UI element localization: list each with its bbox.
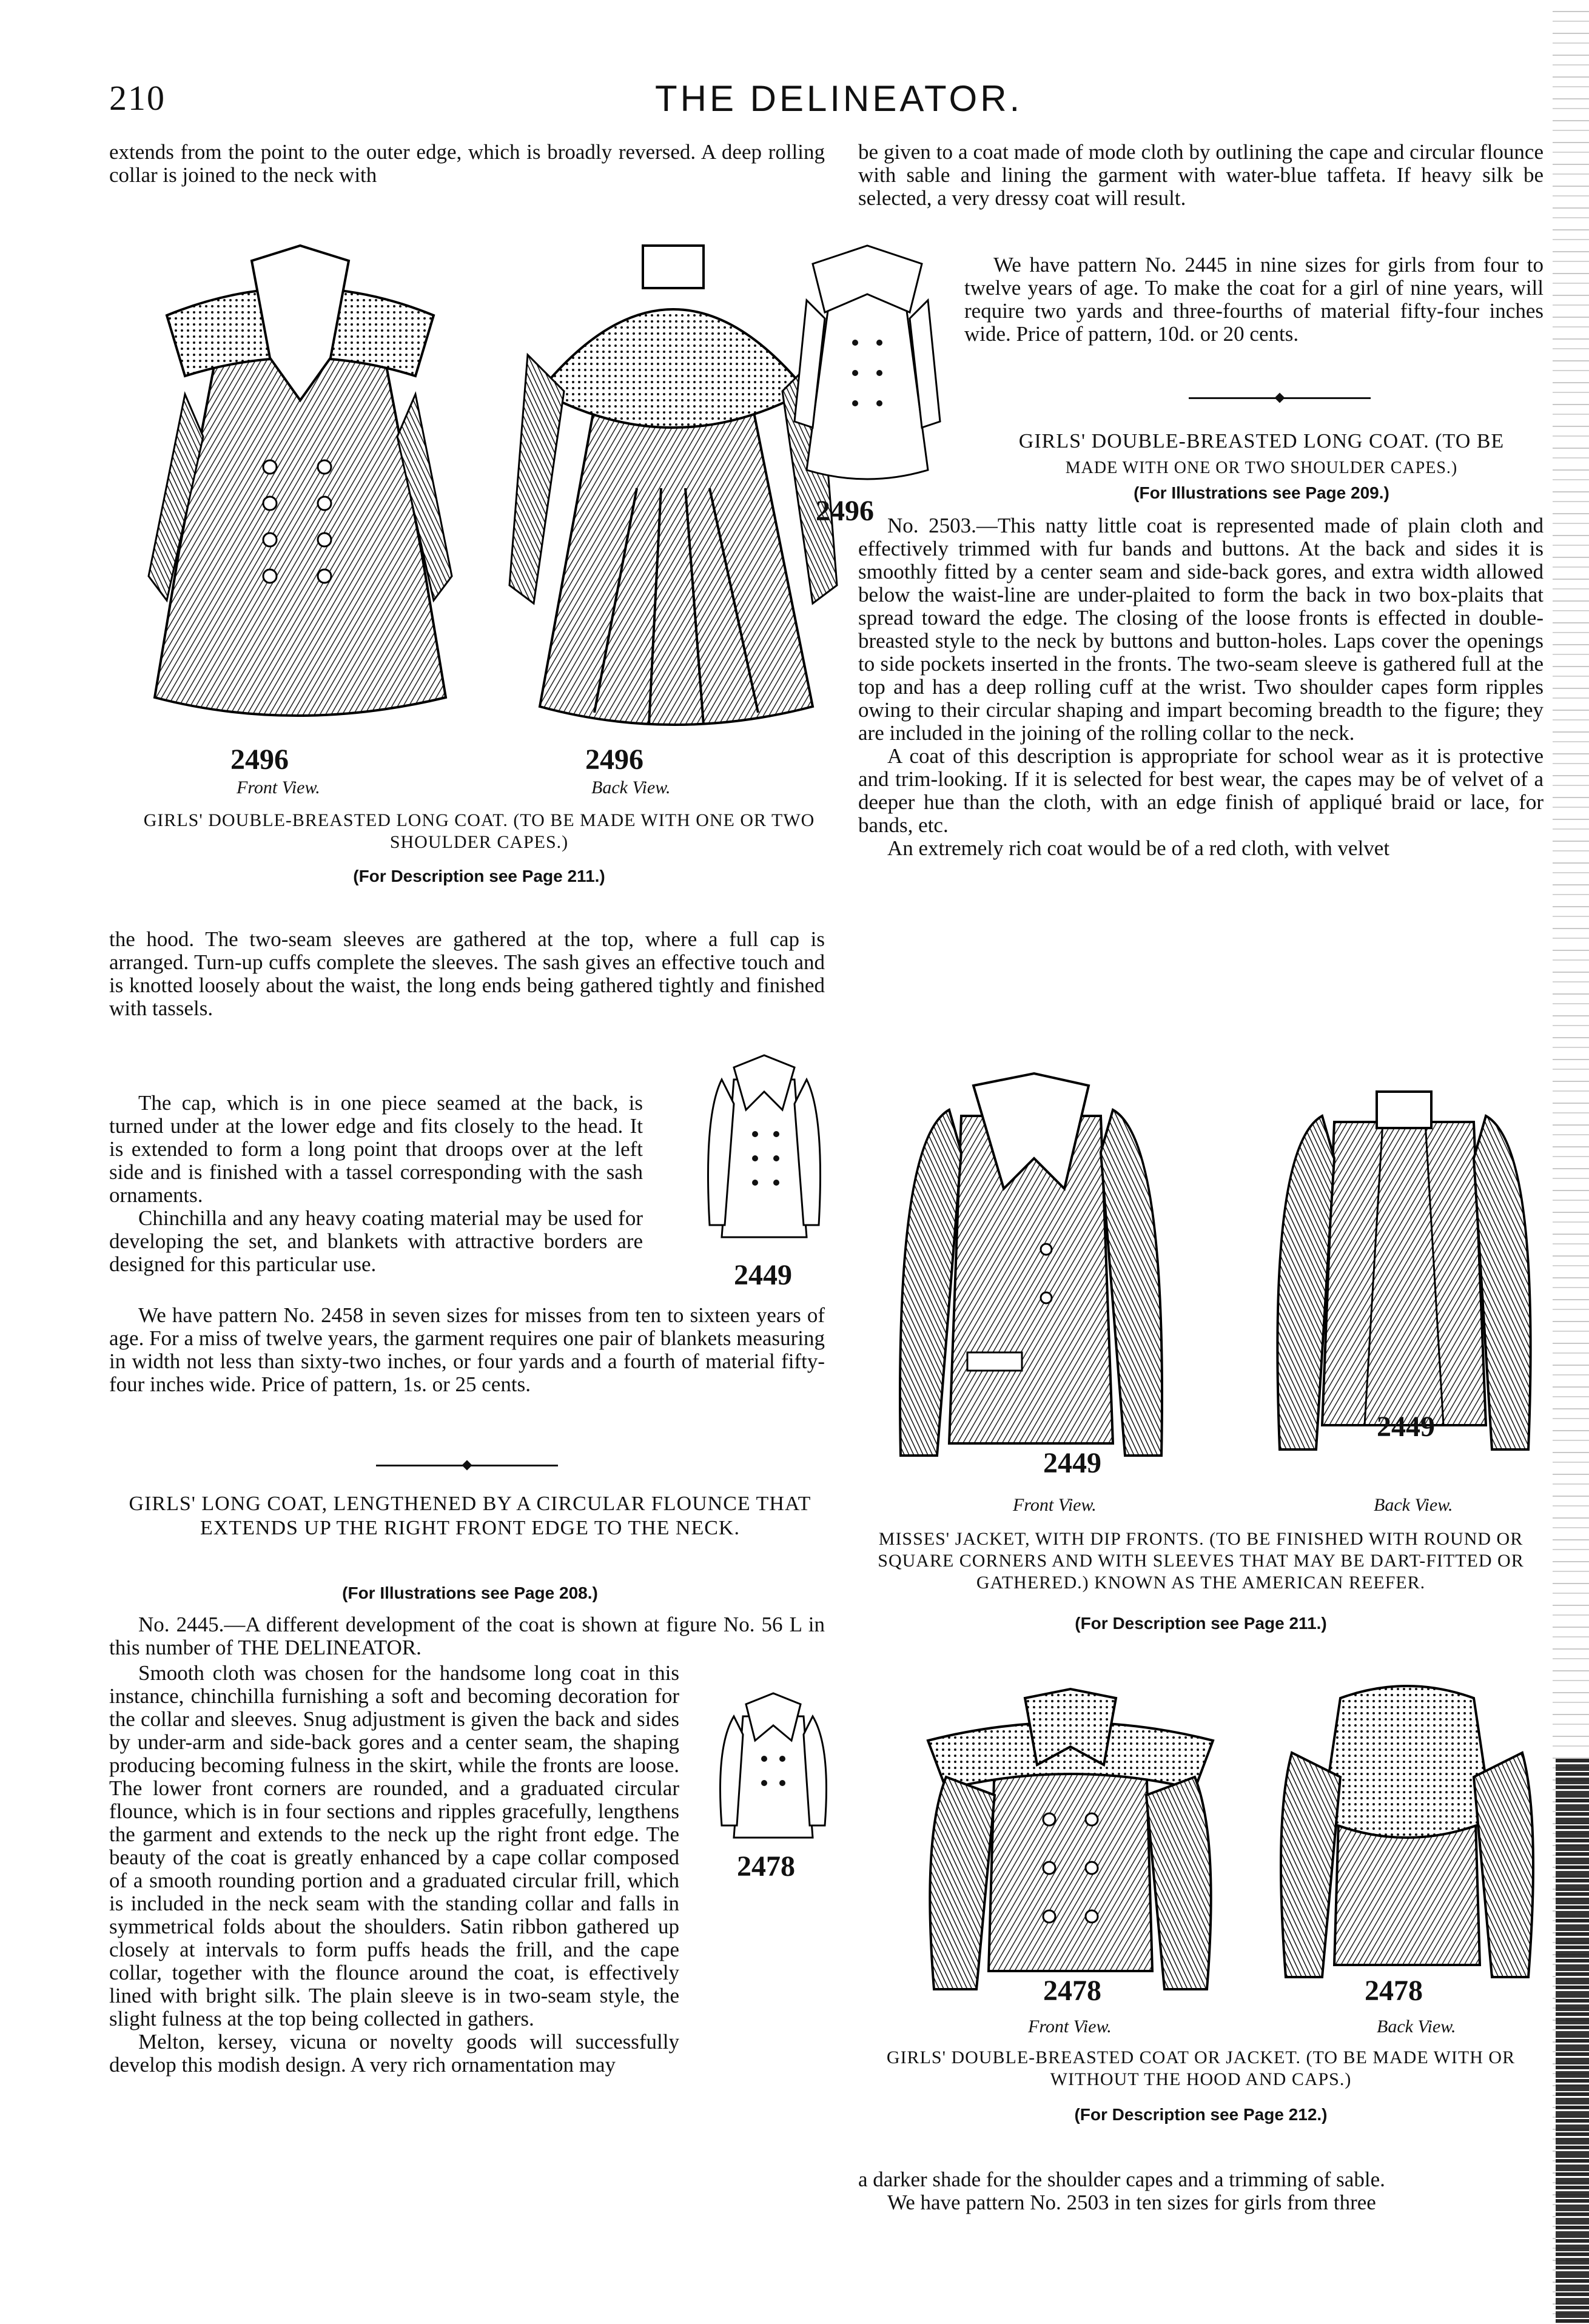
page-number: 210 bbox=[109, 78, 166, 118]
coat-2496-front-illustration bbox=[130, 237, 470, 740]
paragraph: be given to a coat made of mode cloth by outlining the cape and circular flounce with sable and lining the garment with water-blue taffeta. If heavy silk be selected, a very dressy coat will result. bbox=[858, 140, 1544, 210]
paragraph: extends from the point to the outer edge, which is broadly reversed. A deep rolling collar is joined to the neck with bbox=[109, 140, 825, 187]
figure-number: 2478 bbox=[1043, 1975, 1101, 2007]
figure-caption: GIRLS' DOUBLE-BREASTED COAT OR JACKET. (TO BE MADE WITH OR WITHOUT THE HOOD AND CAPS.) bbox=[886, 2047, 1516, 2089]
paragraph: An extremely rich coat would be of a red cloth, with velvet bbox=[887, 836, 1390, 860]
right-outro-text bbox=[858, 2168, 1544, 2214]
section-heading: GIRLS' LONG COAT, LENGTHENED BY A CIRCULAR FLOUNCE THAT EXTENDS UP THE RIGHT FRONT EDGE TO THE NECK. bbox=[129, 1493, 811, 1539]
paragraph: No. 2445.—A different development of the coat is shown at figure No. 56 L in this number of THE DELINEATOR. bbox=[109, 1613, 825, 1659]
coat-2478-back-illustration bbox=[1268, 1674, 1547, 1995]
figure-number: 2496 bbox=[816, 495, 874, 527]
view-label: Front View. bbox=[1013, 1495, 1097, 1515]
figure-caption: GIRLS' DOUBLE-BREASTED LONG COAT. (TO BE MADE WITH ONE OR TWO SHOULDER CAPES.) bbox=[143, 810, 815, 852]
scan-edge-dark bbox=[1556, 1759, 1589, 2324]
view-label: Front View. bbox=[237, 777, 320, 798]
right-intro-text bbox=[858, 141, 1544, 210]
illustration-reference: (For Illustrations see Page 208.) bbox=[342, 1583, 598, 1602]
coat-2496-small-illustration bbox=[788, 240, 946, 494]
paragraph: We have pattern No. 2503 in ten sizes for girls from three bbox=[887, 2191, 1376, 2214]
section-divider bbox=[376, 1465, 558, 1466]
paragraph: No. 2503.—This natty little coat is represented made of plain cloth and effectively trimmed with fur bands and buttons. At the back and sides it is smoothly fitted by a center seam and side-back gores, and extra width allowed below the waist-line are under-plaited to form the back in two box-plaits that spread toward the edge. The closing of the loose fronts is effected in double-breasted style to the neck by buttons and button-holes. Laps cover the openings to side pockets inserted in the fronts. The two-seam sleeve is gathered full at the top and has a deep rolling cuff at the wrist. Two shoulder capes form ripples owing to their circular shaping and impart becoming breadth to the figure; they are included in the joining of the rolling collar to the neck. bbox=[858, 514, 1544, 745]
coat-2478-small-illustration bbox=[713, 1686, 834, 1850]
view-label: Back View. bbox=[1377, 2017, 1456, 2037]
paragraph: Chinchilla and any heavy coating material may be used for developing the set, and blankets with attractive borders are designed for this particular use. bbox=[109, 1206, 643, 1276]
figure-number: 2449 bbox=[734, 1259, 792, 1291]
page-title: THE DELINEATOR. bbox=[655, 78, 1023, 119]
paragraph: a darker shade for the shoulder capes and a trimming of sable. bbox=[858, 2168, 1385, 2191]
figure-number: 2449 bbox=[1043, 1447, 1101, 1479]
paragraph: A coat of this description is appropriate for school wear as it is protective and trim-looking. If it is selected for best wear, the capes may be of velvet of a deeper hue than the cloth, with an edge finish of appliqué braid or lace, for bands, etc. bbox=[858, 744, 1544, 837]
description-reference: (For Description see Page 212.) bbox=[1074, 2105, 1328, 2124]
figure-number: 2478 bbox=[737, 1850, 795, 1882]
illustration-reference: (For Illustrations see Page 209.) bbox=[1134, 483, 1389, 502]
body-2445-wide bbox=[109, 1613, 825, 1659]
figure-number: 2449 bbox=[1377, 1411, 1435, 1443]
description-reference: (For Description see Page 211.) bbox=[1075, 1614, 1327, 1633]
hood-text-narrow bbox=[109, 1092, 643, 1276]
section-divider bbox=[1189, 397, 1371, 399]
description-reference: (For Description see Page 211.) bbox=[353, 867, 605, 885]
hood-text-pattern bbox=[109, 1304, 825, 1396]
pattern-2445-text bbox=[964, 254, 1544, 346]
paragraph: The cap, which is in one piece seamed at the back, is turned under at the lower edge and fits closely to the head. It is extended to form a long point that droops over at the left side and is finished with a tassel corresponding with the sash ornaments. bbox=[109, 1091, 643, 1207]
left-intro-text bbox=[109, 141, 825, 187]
figure-number: 2496 bbox=[230, 744, 289, 776]
view-label: Front View. bbox=[1028, 2017, 1112, 2037]
paragraph: We have pattern No. 2458 in seven sizes for misses from ten to sixteen years of age. For a miss of twelve years, the garment requires one pair of blankets measuring in width not less than sixty-two inches, or four yards and a fourth of material fifty-four inches wide. Price of pattern, 1s. or 25 cents. bbox=[109, 1303, 825, 1396]
section-heading: GIRLS' DOUBLE-BREASTED LONG COAT. (TO BE bbox=[1018, 430, 1505, 452]
jacket-2449-small-illustration bbox=[697, 1043, 831, 1255]
paragraph: We have pattern No. 2445 in nine sizes for girls from four to twelve years of age. To make the coat for a girl of nine years, will require two yards and three-fourths of material fifty-four inches wide. Price of pattern, 10d. or 20 cents. bbox=[964, 253, 1544, 346]
coat-2478-front-illustration bbox=[910, 1686, 1231, 2001]
hood-text-wide bbox=[109, 928, 825, 1020]
section-heading-sub: MADE WITH ONE OR TWO SHOULDER CAPES.) bbox=[1065, 458, 1458, 477]
figure-number: 2496 bbox=[585, 744, 643, 776]
paragraph: the hood. The two-seam sleeves are gathered at the top, where a full cap is arranged. Turn-up cuffs complete the sleeves. The sash gives an effective touch and is knotted loosely about the waist, the long ends being gathered tightly and finished with tassels. bbox=[109, 927, 825, 1020]
view-label: Back View. bbox=[591, 777, 671, 798]
body-2445-narrow bbox=[109, 1662, 679, 2268]
figure-caption: MISSES' JACKET, WITH DIP FRONTS. (TO BE FINISHED WITH ROUND OR SQUARE CORNERS AND WITH SLEEVES THAT MAY BE DART-FITTED OR GATHERED.) KNOWN AS THE AMERICAN REEFER. bbox=[878, 1529, 1524, 1593]
paragraph: Melton, kersey, vicuna or novelty goods will successfully develop this modish design. A very rich ornamentation may bbox=[109, 2030, 679, 2077]
jacket-2449-front-illustration bbox=[882, 1067, 1186, 1492]
view-label: Back View. bbox=[1374, 1495, 1453, 1515]
body-2503 bbox=[858, 514, 1544, 860]
figure-number: 2478 bbox=[1365, 1975, 1423, 2007]
paragraph: Smooth cloth was chosen for the handsome long coat in this instance, chinchilla furnishing a soft and becoming decoration for the collar and sleeves. Snug adjustment is given the back and sides by under-arm and side-back gores and a center seam, the shaping producing becoming fulness in the skirt, while the fronts are loose. The lower front corners are rounded, and a graduated circular flounce, which is in four sections and ripples gracefully, lengthens the garment and extends to the neck up the right front edge. The beauty of the coat is greatly enhanced by a cape collar composed of a smooth rounding portion and a graduated circular frill, which is included in the neck seam with the standing collar and falls in symmetrical folds about the shoulders. Satin ribbon gathered up closely at intervals to form puffs heads the frill, and the cape collar, together with the flounce around the coat, is effectively lined with bright silk. The plain sleeve is in two-seam style, the slight fulness at the top being collected in gathers. bbox=[109, 1662, 679, 2030]
